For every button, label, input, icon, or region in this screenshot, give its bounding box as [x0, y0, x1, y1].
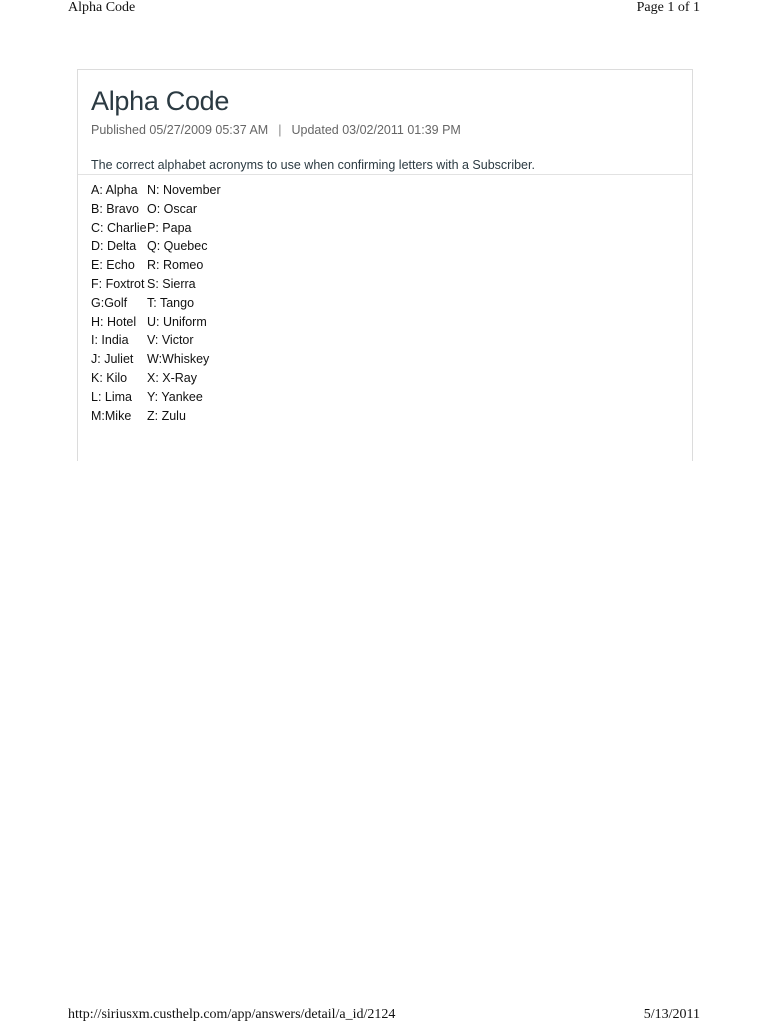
code-cell-left: B: Bravo [91, 201, 139, 216]
table-row [91, 256, 221, 275]
code-cell-left: D: Delta [91, 239, 137, 254]
code-cell-right: P: Papa [147, 220, 192, 235]
summary-divider [78, 174, 692, 175]
code-cell-right: O: Oscar [147, 201, 198, 216]
code-cell-left: E: Echo [91, 258, 135, 273]
code-cell-left: K: Kilo [91, 370, 128, 385]
code-cell-left: G:Golf [91, 295, 128, 310]
code-cell-left: I: India [91, 333, 129, 348]
table-row [91, 181, 221, 200]
code-cell-right: X: X-Ray [147, 370, 198, 385]
article-container [77, 69, 693, 461]
meta-separator: | [278, 123, 282, 137]
table-row [91, 407, 221, 426]
code-cell-right: Y: Yankee [147, 389, 203, 404]
code-cell-right: N: November [147, 183, 221, 197]
code-cell-right: U: Uniform [147, 314, 207, 329]
code-cell-right: R: Romeo [147, 258, 204, 273]
alpha-code-table [91, 181, 221, 425]
print-date: 5/13/2011 [643, 1007, 700, 1022]
code-cell-left: C: Charlie [91, 220, 147, 235]
print-footer [68, 1007, 700, 1023]
article-title: Alpha Code [91, 86, 230, 116]
table-row [91, 331, 221, 350]
code-cell-right: Z: Zulu [147, 408, 186, 423]
code-cell-right: Q: Quebec [147, 239, 208, 254]
table-row [91, 200, 221, 219]
table-row [91, 237, 221, 256]
code-cell-right: W:Whiskey [147, 352, 210, 367]
source-url: http://siriusxm.custhelp.com/app/answers/detail/a_id/2124 [68, 1007, 396, 1022]
table-row [91, 388, 221, 407]
code-cell-right: T: Tango [147, 295, 195, 310]
code-cell-right: S: Sierra [147, 276, 196, 291]
code-cell-left: J: Juliet [91, 352, 134, 367]
print-header [68, 0, 700, 16]
print-page-info: Page 1 of 1 [636, 0, 700, 15]
print-header-title: Alpha Code [68, 0, 136, 15]
table-row [91, 275, 221, 294]
updated-date: Updated 03/02/2011 01:39 PM [291, 123, 461, 137]
code-cell-left: A: Alpha [91, 183, 138, 197]
code-cell-right: V: Victor [147, 333, 194, 348]
table-row [91, 350, 221, 369]
article-summary: The correct alphabet acronyms to use when confirming letters with a Subscriber. [91, 158, 535, 172]
table-row [91, 294, 221, 313]
table-row [91, 313, 221, 332]
code-cell-left: L: Lima [91, 389, 132, 404]
code-cell-left: M:Mike [91, 408, 132, 423]
table-row [91, 369, 221, 388]
published-date: Published 05/27/2009 05:37 AM [91, 123, 269, 137]
code-cell-left: H: Hotel [91, 314, 137, 329]
table-row [91, 219, 221, 238]
article-meta [91, 123, 461, 137]
code-cell-left: F: Foxtrot [91, 276, 145, 291]
